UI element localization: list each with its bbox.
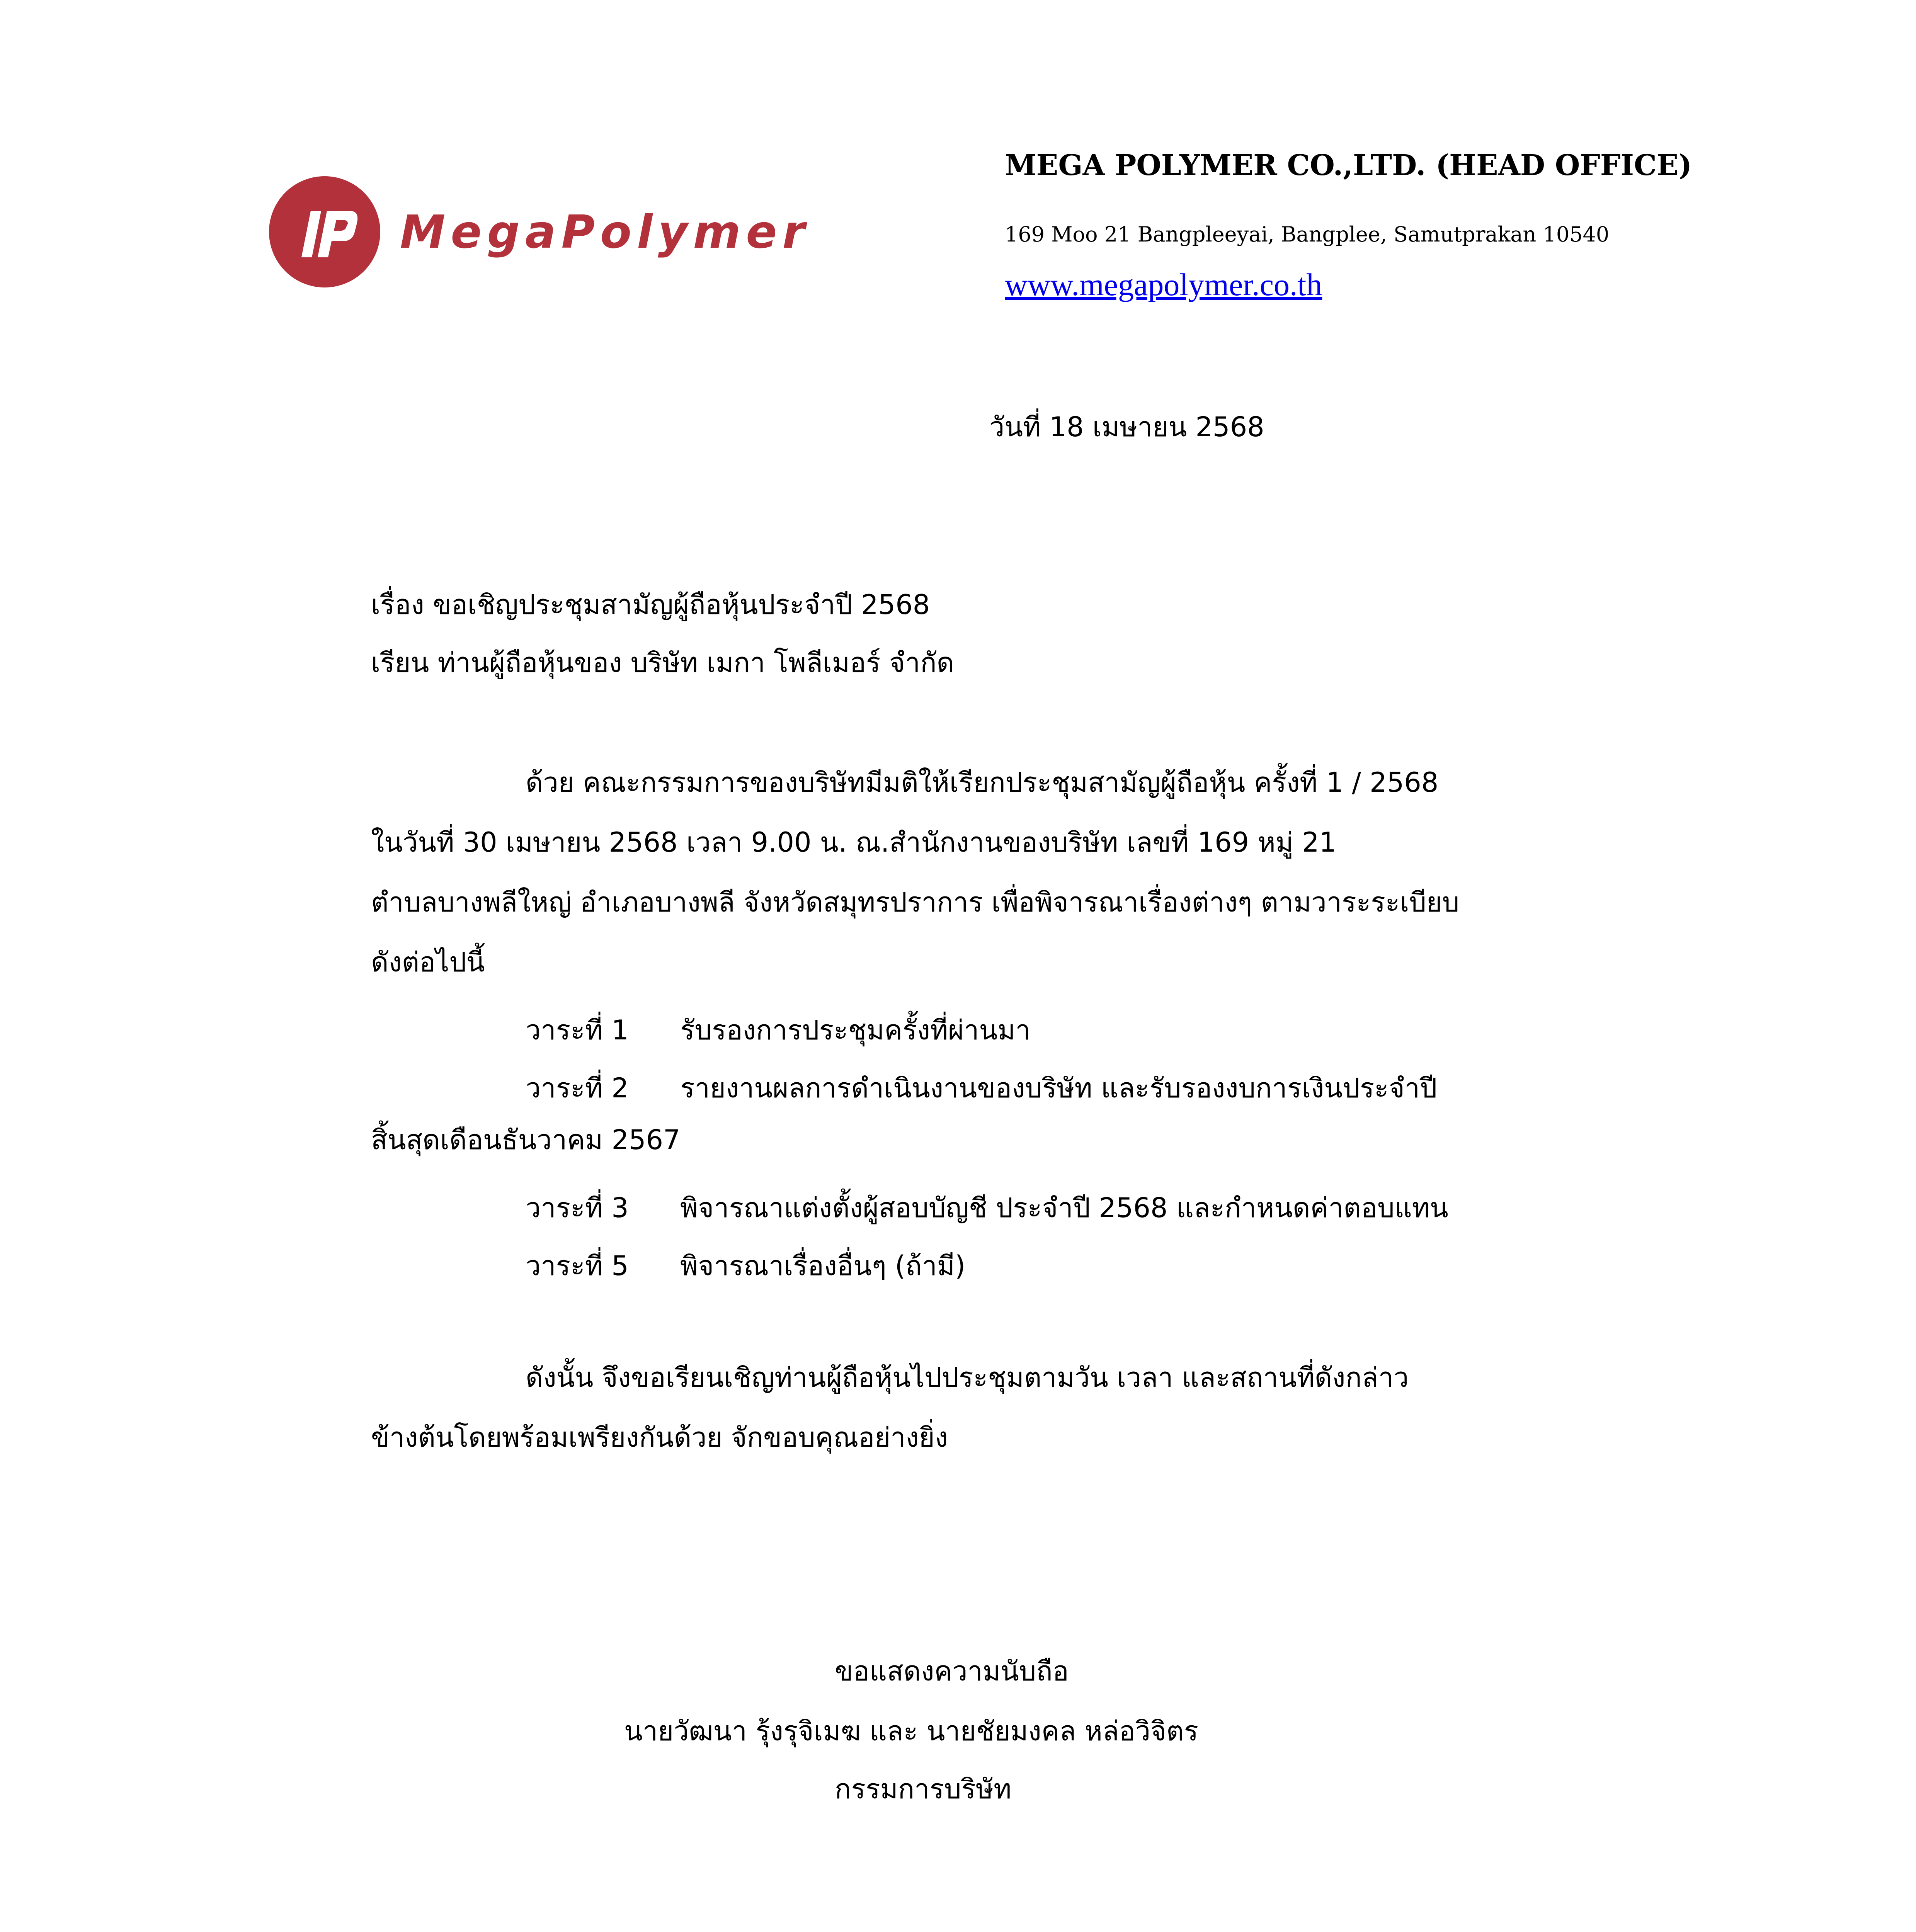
agenda-text: รับรองการประชุมครั้งที่ผ่านมา [680, 1014, 1031, 1046]
body-line: ด้วย คณะกรรมการของบริษัทมีมติให้เรียกประชุมสามัญผู้ถือหุ้น ครั้งที่ 1 / 2568 [526, 767, 1439, 798]
body-line: ตำบลบางพลีใหญ่ อำเภอบางพลี จังหวัดสมุทรปราการ เพื่อพิจารณาเรื่องต่างๆ ตามวาระระเบียบ [371, 886, 1460, 918]
body-line: ดังต่อไปนี้ [371, 946, 485, 978]
agenda-number: วาระที่ 3 [526, 1192, 629, 1224]
signature-names: นายวัฒนา รุ้งรุจิเมฆ และ นายชัยมงคล หล่อวิจิตร [624, 1715, 1199, 1747]
company-info [1005, 149, 1692, 302]
agenda-text: พิจารณาแต่งตั้งผู้สอบบัญชี ประจำปี 2568 และกำหนดค่าตอบแทน [680, 1192, 1448, 1224]
letter-subject: เรื่อง ขอเชิญประชุมสามัญผู้ถือหุ้นประจำปี 2568 [371, 589, 930, 621]
letter-date: วันที่ 18 เมษายน 2568 [989, 411, 1264, 443]
company-name: MEGA POLYMER CO.,LTD. (HEAD OFFICE) [1005, 149, 1692, 182]
body-line: ในวันที่ 30 เมษายน 2568 เวลา 9.00 น. ณ.สำนักงานของบริษัท เลขที่ 169 หมู่ 21 [371, 827, 1337, 858]
agenda-number: วาระที่ 5 [526, 1250, 629, 1282]
company-logo [267, 174, 810, 290]
closing-line: ข้างต้นโดยพร้อมเพรียงกันด้วย จักขอบคุณอย่างยิ่ง [371, 1422, 948, 1453]
signature-salutation: ขอแสดงความนับถือ [835, 1655, 1069, 1687]
company-address: 169 Moo 21 Bangpleeyai, Bangplee, Samutprakan 10540 [1005, 222, 1610, 247]
agenda-text: พิจารณาเรื่องอื่นๆ (ถ้ามี) [680, 1250, 966, 1282]
letter-recipient: เรียน ท่านผู้ถือหุ้นของ บริษัท เมกา โพลีเมอร์ จำกัด [371, 647, 955, 679]
agenda-number: วาระที่ 1 [526, 1014, 629, 1046]
logo-wordmark: MegaPolymer [400, 205, 810, 259]
agenda-continuation: สิ้นสุดเดือนธันวาคม 2567 [371, 1124, 681, 1156]
agenda-text: รายงานผลการดำเนินงานของบริษัท และรับรองงบการเงินประจำปี [680, 1072, 1437, 1104]
signature-title: กรรมการบริษัท [835, 1773, 1012, 1805]
closing-line: ดังนั้น จึงขอเรียนเชิญท่านผู้ถือหุ้นไปประชุมตามวัน เวลา และสถานที่ดังกล่าว [526, 1362, 1409, 1393]
company-website-link[interactable]: www.megapolymer.co.th [1005, 267, 1322, 302]
megapolymer-logo-icon [267, 174, 383, 290]
agenda-number: วาระที่ 2 [526, 1072, 629, 1104]
